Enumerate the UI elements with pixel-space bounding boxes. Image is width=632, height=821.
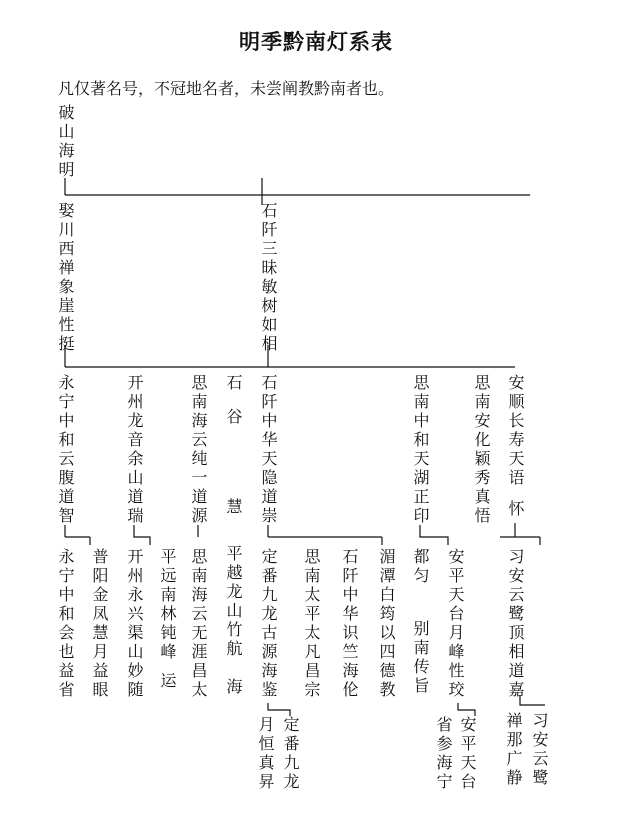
node-xiyang-yunlu-dingxiang: 习安云鹭顶相道嘉 [506, 548, 525, 700]
node-duyun: 都匀 [411, 548, 430, 586]
node-dingfan-jiulong: 定番九龙 [281, 716, 300, 792]
node-sinan-haiyun-chunyi: 思南海云纯一道源 [189, 374, 208, 526]
node-shifu-zhonghua-shizhu: 石阡中华识竺海伦 [340, 548, 359, 700]
node-hui: 慧 [224, 498, 243, 517]
node-yongning-zhonghe-yunfu: 永宁中和云腹道智 [56, 374, 75, 526]
node-shifu-sanmei: 石阡三昧敏树如相 [259, 202, 278, 354]
node-hai: 海 [224, 678, 243, 697]
node-shifu-zhonghua-tianyin: 石阡中华天隐道崇 [259, 374, 278, 526]
node-meitan-baiyun: 湄潭白筠以四德教 [377, 548, 396, 700]
node-yongning-zhonghe-huiye: 永宁中和会也益省 [56, 548, 75, 700]
node-huai: 怀 [506, 500, 525, 519]
node-bienan-chuanzhi: 别南传旨 [411, 620, 430, 696]
node-dingfan-jiulong-guyuan: 定番九龙古源海鉴 [259, 548, 278, 700]
node-anshun-changshou: 安顺长寿天语 [506, 374, 525, 488]
node-pingyue-longshan: 平越龙山竹航 [224, 545, 243, 659]
node-poshan-haiming: 破山海明 [56, 104, 75, 180]
node-sinan-taiping: 思南太平太凡昌宗 [302, 548, 321, 700]
node-yueheng-zhensheng: 月恒真昇 [256, 716, 275, 792]
node-xichuan-xiangya: 娶川西禅象崖性挺 [56, 202, 75, 354]
node-sinan-zhonghe-tianhu: 思南中和天湖正印 [411, 374, 430, 526]
node-kaizhou-yongxing: 开州永兴渠山妙随 [125, 548, 144, 700]
intro-note: 凡仅著名号，不冠地名者，未尝阐教黔南者也。 [58, 79, 395, 98]
node-yun: 运 [158, 672, 177, 691]
node-shengcan-haining: 省参海宁 [434, 716, 453, 792]
node-sinan-anhua-yingxiu: 思南安化颖秀真悟 [472, 374, 491, 526]
node-shigu: 石谷 [224, 374, 243, 442]
node-pingyuan-nanlin: 平远南林钝峰 [158, 548, 177, 662]
node-sinan-haiyun-wuya: 思南海云无涯昌太 [189, 548, 208, 700]
page-title: 明季黔南灯系表 [239, 30, 393, 54]
node-channa-guangjing: 禅那广静 [504, 712, 523, 788]
node-puyang-jinfeng: 普阳金凤慧月益眼 [90, 548, 109, 700]
node-anping-tiantai-yuefeng: 安平天台月峰性珓 [446, 548, 465, 700]
node-kaizhou-longyin: 开州龙音余山道瑞 [125, 374, 144, 526]
node-xiyang-yunlu: 习安云鹭 [530, 712, 549, 788]
node-anping-tiantai: 安平天台 [458, 716, 477, 792]
